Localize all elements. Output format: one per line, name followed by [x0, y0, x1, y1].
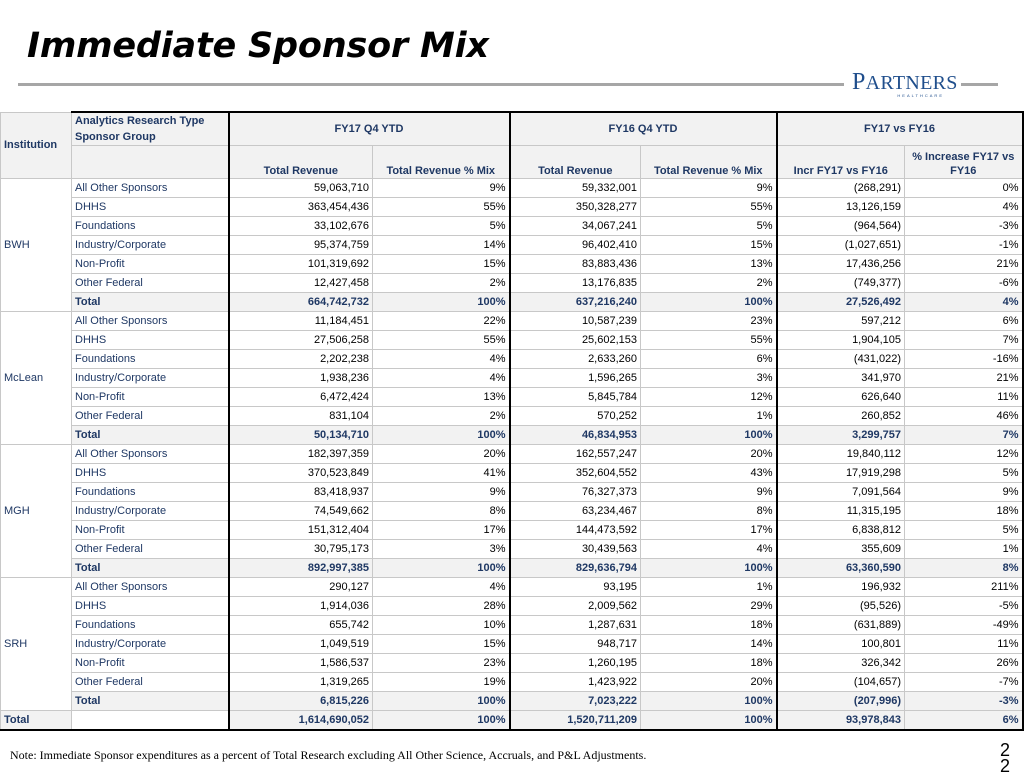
fy17-total-revenue: 1,586,537 — [229, 654, 373, 673]
fy17-revenue-mix: 23% — [373, 654, 510, 673]
header-institution: Institution — [1, 112, 72, 179]
table-row — [1, 654, 1023, 673]
pct-increase: -6% — [905, 274, 1023, 293]
fy16-revenue-mix: 1% — [641, 578, 777, 597]
pct-increase: 1% — [905, 540, 1023, 559]
pct-increase: 11% — [905, 388, 1023, 407]
fy17-total-revenue: 83,418,937 — [229, 483, 373, 502]
fy16-revenue-mix: 23% — [641, 312, 777, 331]
table-row — [1, 179, 1023, 198]
sponsor-group-label: Total — [72, 293, 229, 312]
incr-fy17-vs-fy16: (1,027,651) — [777, 236, 905, 255]
grand-total-fy17-revenue: 1,614,690,052 — [229, 711, 373, 731]
pct-increase: 9% — [905, 483, 1023, 502]
table-row — [1, 483, 1023, 502]
fy16-revenue-mix: 20% — [641, 673, 777, 692]
fy16-total-revenue: 76,327,373 — [510, 483, 641, 502]
title-rule — [18, 83, 844, 86]
table-row — [1, 236, 1023, 255]
header-fy16: FY16 Q4 YTD — [510, 112, 777, 146]
incr-fy17-vs-fy16: (964,564) — [777, 217, 905, 236]
table-row — [1, 350, 1023, 369]
table-row — [1, 369, 1023, 388]
fy16-total-revenue: 5,845,784 — [510, 388, 641, 407]
fy17-total-revenue: 182,397,359 — [229, 445, 373, 464]
grand-total-label: Total — [1, 711, 72, 731]
sponsor-group-label: Other Federal — [72, 407, 229, 426]
incr-fy17-vs-fy16: 13,126,159 — [777, 198, 905, 217]
fy16-total-revenue: 352,604,552 — [510, 464, 641, 483]
fy16-revenue-mix: 9% — [641, 179, 777, 198]
table-row — [1, 255, 1023, 274]
fy17-total-revenue: 363,454,436 — [229, 198, 373, 217]
incr-fy17-vs-fy16: 1,904,105 — [777, 331, 905, 350]
fy16-revenue-mix: 20% — [641, 445, 777, 464]
table-row — [1, 616, 1023, 635]
pct-increase: -1% — [905, 236, 1023, 255]
table-row — [1, 198, 1023, 217]
pct-increase: 0% — [905, 179, 1023, 198]
grand-total-blank — [72, 711, 229, 731]
pct-increase: 5% — [905, 521, 1023, 540]
fy17-total-revenue: 664,742,732 — [229, 293, 373, 312]
table-row — [1, 597, 1023, 616]
incr-fy17-vs-fy16: 3,299,757 — [777, 426, 905, 445]
header-sponsor-type: Analytics Research Type Sponsor Group — [72, 112, 229, 146]
fy17-revenue-mix: 100% — [373, 293, 510, 312]
fy16-revenue-mix: 14% — [641, 635, 777, 654]
grand-total-pct: 6% — [905, 711, 1023, 731]
page-title: Immediate Sponsor Mix — [27, 26, 489, 66]
pct-increase: 5% — [905, 464, 1023, 483]
fy17-total-revenue: 1,938,236 — [229, 369, 373, 388]
fy16-total-revenue: 162,557,247 — [510, 445, 641, 464]
fy17-revenue-mix: 2% — [373, 274, 510, 293]
fy17-revenue-mix: 2% — [373, 407, 510, 426]
fy17-revenue-mix: 14% — [373, 236, 510, 255]
fy16-total-revenue: 2,009,562 — [510, 597, 641, 616]
incr-fy17-vs-fy16: 597,212 — [777, 312, 905, 331]
fy16-revenue-mix: 15% — [641, 236, 777, 255]
sponsor-group-label: DHHS — [72, 597, 229, 616]
pct-increase: -3% — [905, 217, 1023, 236]
fy16-revenue-mix: 55% — [641, 331, 777, 350]
fy16-total-revenue: 25,602,153 — [510, 331, 641, 350]
table-row — [1, 445, 1023, 464]
title-rule-right — [961, 83, 998, 86]
header-incr: Incr FY17 vs FY16 — [777, 146, 905, 179]
incr-fy17-vs-fy16: 626,640 — [777, 388, 905, 407]
group-total-row — [1, 559, 1023, 578]
fy17-revenue-mix: 100% — [373, 692, 510, 711]
fy16-revenue-mix: 29% — [641, 597, 777, 616]
sponsor-group-label: Industry/Corporate — [72, 236, 229, 255]
pct-increase: 211% — [905, 578, 1023, 597]
fy16-total-revenue: 96,402,410 — [510, 236, 641, 255]
fy16-revenue-mix: 100% — [641, 692, 777, 711]
sponsor-group-label: Foundations — [72, 483, 229, 502]
sponsor-group-label: Industry/Corporate — [72, 369, 229, 388]
fy17-total-revenue: 1,319,265 — [229, 673, 373, 692]
fy17-total-revenue: 50,134,710 — [229, 426, 373, 445]
pct-increase: 4% — [905, 198, 1023, 217]
fy16-total-revenue: 144,473,592 — [510, 521, 641, 540]
sponsor-group-label: Foundations — [72, 616, 229, 635]
sponsor-group-label: Non-Profit — [72, 654, 229, 673]
sponsor-group-label: Other Federal — [72, 540, 229, 559]
fy17-revenue-mix: 22% — [373, 312, 510, 331]
fy17-revenue-mix: 4% — [373, 350, 510, 369]
fy16-revenue-mix: 4% — [641, 540, 777, 559]
fy17-total-revenue: 655,742 — [229, 616, 373, 635]
fy17-total-revenue: 831,104 — [229, 407, 373, 426]
sponsor-group-label: Foundations — [72, 350, 229, 369]
sponsor-group-label: DHHS — [72, 331, 229, 350]
sponsor-group-label: Total — [72, 426, 229, 445]
pct-increase: -5% — [905, 597, 1023, 616]
fy16-total-revenue: 1,423,922 — [510, 673, 641, 692]
table-row — [1, 331, 1023, 350]
pct-increase: 6% — [905, 312, 1023, 331]
fy16-total-revenue: 829,636,794 — [510, 559, 641, 578]
pct-increase: 7% — [905, 426, 1023, 445]
incr-fy17-vs-fy16: (95,526) — [777, 597, 905, 616]
header-pct-increase: % Increase FY17 vs FY16 — [905, 146, 1023, 179]
pct-increase: 11% — [905, 635, 1023, 654]
fy16-total-revenue: 30,439,563 — [510, 540, 641, 559]
fy17-revenue-mix: 4% — [373, 578, 510, 597]
pct-increase: 26% — [905, 654, 1023, 673]
fy16-revenue-mix: 5% — [641, 217, 777, 236]
fy17-revenue-mix: 20% — [373, 445, 510, 464]
grand-total-fy16-revenue: 1,520,711,209 — [510, 711, 641, 731]
incr-fy17-vs-fy16: 341,970 — [777, 369, 905, 388]
fy16-revenue-mix: 43% — [641, 464, 777, 483]
incr-fy17-vs-fy16: 6,838,812 — [777, 521, 905, 540]
fy16-total-revenue: 637,216,240 — [510, 293, 641, 312]
table-row — [1, 312, 1023, 331]
table-row — [1, 635, 1023, 654]
logo-subtitle: HEALTHCARE — [897, 93, 944, 98]
incr-fy17-vs-fy16: (104,657) — [777, 673, 905, 692]
fy17-total-revenue: 27,506,258 — [229, 331, 373, 350]
pct-increase: 7% — [905, 331, 1023, 350]
fy16-total-revenue: 83,883,436 — [510, 255, 641, 274]
fy16-revenue-mix: 13% — [641, 255, 777, 274]
header-type-blank — [72, 146, 229, 179]
table-row — [1, 673, 1023, 692]
pct-increase: 21% — [905, 369, 1023, 388]
table-row — [1, 388, 1023, 407]
fy16-revenue-mix: 1% — [641, 407, 777, 426]
partners-logo — [852, 69, 958, 100]
fy17-revenue-mix: 13% — [373, 388, 510, 407]
table-row — [1, 540, 1023, 559]
sponsor-group-label: Foundations — [72, 217, 229, 236]
incr-fy17-vs-fy16: (749,377) — [777, 274, 905, 293]
sponsor-group-label: Other Federal — [72, 673, 229, 692]
fy17-revenue-mix: 41% — [373, 464, 510, 483]
fy16-total-revenue: 63,234,467 — [510, 502, 641, 521]
grand-total-fy16-mix: 100% — [641, 711, 777, 731]
group-total-row — [1, 692, 1023, 711]
sponsor-group-label: All Other Sponsors — [72, 445, 229, 464]
fy16-total-revenue: 1,260,195 — [510, 654, 641, 673]
sponsor-group-label: Total — [72, 559, 229, 578]
fy17-revenue-mix: 28% — [373, 597, 510, 616]
fy16-total-revenue: 46,834,953 — [510, 426, 641, 445]
incr-fy17-vs-fy16: 11,315,195 — [777, 502, 905, 521]
fy17-total-revenue: 95,374,759 — [229, 236, 373, 255]
sponsor-mix-table — [0, 111, 1024, 731]
incr-fy17-vs-fy16: 260,852 — [777, 407, 905, 426]
incr-fy17-vs-fy16: 100,801 — [777, 635, 905, 654]
header-fy17-mix: Total Revenue % Mix — [373, 146, 510, 179]
incr-fy17-vs-fy16: 196,932 — [777, 578, 905, 597]
sponsor-group-label: Non-Profit — [72, 255, 229, 274]
institution-cell: SRH — [1, 578, 72, 711]
header-fy17-vs-fy16: FY17 vs FY16 — [777, 112, 1023, 146]
fy16-revenue-mix: 17% — [641, 521, 777, 540]
fy17-total-revenue: 1,914,036 — [229, 597, 373, 616]
pct-increase: 21% — [905, 255, 1023, 274]
group-total-row — [1, 426, 1023, 445]
fy17-total-revenue: 30,795,173 — [229, 540, 373, 559]
fy16-revenue-mix: 55% — [641, 198, 777, 217]
table-row — [1, 464, 1023, 483]
group-total-row — [1, 293, 1023, 312]
pct-increase: -3% — [905, 692, 1023, 711]
incr-fy17-vs-fy16: 326,342 — [777, 654, 905, 673]
fy16-revenue-mix: 100% — [641, 426, 777, 445]
fy17-revenue-mix: 9% — [373, 483, 510, 502]
fy17-revenue-mix: 19% — [373, 673, 510, 692]
sponsor-group-label: All Other Sponsors — [72, 578, 229, 597]
fy16-total-revenue: 1,596,265 — [510, 369, 641, 388]
header-fy17: FY17 Q4 YTD — [229, 112, 510, 146]
incr-fy17-vs-fy16: (431,022) — [777, 350, 905, 369]
fy16-revenue-mix: 100% — [641, 559, 777, 578]
grand-total-fy17-mix: 100% — [373, 711, 510, 731]
fy16-total-revenue: 10,587,239 — [510, 312, 641, 331]
fy16-total-revenue: 948,717 — [510, 635, 641, 654]
fy17-revenue-mix: 15% — [373, 635, 510, 654]
incr-fy17-vs-fy16: (268,291) — [777, 179, 905, 198]
fy17-total-revenue: 1,049,519 — [229, 635, 373, 654]
header-fy16-total-revenue: Total Revenue — [510, 146, 641, 179]
fy16-revenue-mix: 9% — [641, 483, 777, 502]
fy16-total-revenue: 59,332,001 — [510, 179, 641, 198]
fy17-revenue-mix: 55% — [373, 331, 510, 350]
pct-increase: 18% — [905, 502, 1023, 521]
incr-fy17-vs-fy16: 7,091,564 — [777, 483, 905, 502]
fy17-total-revenue: 101,319,692 — [229, 255, 373, 274]
sponsor-group-label: Industry/Corporate — [72, 502, 229, 521]
fy17-total-revenue: 11,184,451 — [229, 312, 373, 331]
sponsor-group-label: All Other Sponsors — [72, 312, 229, 331]
fy16-total-revenue: 1,287,631 — [510, 616, 641, 635]
fy16-revenue-mix: 12% — [641, 388, 777, 407]
fy17-revenue-mix: 4% — [373, 369, 510, 388]
incr-fy17-vs-fy16: 27,526,492 — [777, 293, 905, 312]
pct-increase: 4% — [905, 293, 1023, 312]
page-number: 2 2 — [1000, 740, 1011, 776]
footnote: Note: Immediate Sponsor expenditures as a percent of Total Research excluding All Other Science, Accruals, and P&L Adjustments. — [10, 748, 647, 762]
grand-total-row — [1, 711, 1023, 731]
fy17-revenue-mix: 55% — [373, 198, 510, 217]
fy16-total-revenue: 2,633,260 — [510, 350, 641, 369]
fy16-revenue-mix: 2% — [641, 274, 777, 293]
incr-fy17-vs-fy16: 17,436,256 — [777, 255, 905, 274]
institution-cell: McLean — [1, 312, 72, 445]
institution-cell: BWH — [1, 179, 72, 312]
fy17-total-revenue: 6,472,424 — [229, 388, 373, 407]
sponsor-group-label: DHHS — [72, 198, 229, 217]
fy17-total-revenue: 33,102,676 — [229, 217, 373, 236]
pct-increase: -49% — [905, 616, 1023, 635]
fy17-total-revenue: 59,063,710 — [229, 179, 373, 198]
fy17-revenue-mix: 3% — [373, 540, 510, 559]
sponsor-group-label: Non-Profit — [72, 388, 229, 407]
fy17-total-revenue: 290,127 — [229, 578, 373, 597]
fy17-total-revenue: 151,312,404 — [229, 521, 373, 540]
fy17-total-revenue: 12,427,458 — [229, 274, 373, 293]
sponsor-group-label: All Other Sponsors — [72, 179, 229, 198]
table-row — [1, 274, 1023, 293]
fy16-revenue-mix: 6% — [641, 350, 777, 369]
fy16-total-revenue: 570,252 — [510, 407, 641, 426]
sponsor-group-label: Other Federal — [72, 274, 229, 293]
fy17-revenue-mix: 100% — [373, 426, 510, 445]
fy16-revenue-mix: 3% — [641, 369, 777, 388]
incr-fy17-vs-fy16: 17,919,298 — [777, 464, 905, 483]
fy17-revenue-mix: 8% — [373, 502, 510, 521]
fy16-total-revenue: 7,023,222 — [510, 692, 641, 711]
sponsor-group-label: Industry/Corporate — [72, 635, 229, 654]
table-row — [1, 217, 1023, 236]
fy16-revenue-mix: 18% — [641, 616, 777, 635]
fy16-revenue-mix: 100% — [641, 293, 777, 312]
table-row — [1, 502, 1023, 521]
table-row — [1, 407, 1023, 426]
fy16-revenue-mix: 8% — [641, 502, 777, 521]
pct-increase: 46% — [905, 407, 1023, 426]
fy16-revenue-mix: 18% — [641, 654, 777, 673]
fy17-total-revenue: 2,202,238 — [229, 350, 373, 369]
table-row — [1, 521, 1023, 540]
logo-wordmark: PARTNERS — [852, 69, 958, 95]
institution-cell: MGH — [1, 445, 72, 578]
sponsor-group-label: Non-Profit — [72, 521, 229, 540]
fy17-revenue-mix: 17% — [373, 521, 510, 540]
incr-fy17-vs-fy16: (631,889) — [777, 616, 905, 635]
grand-total-incr: 93,978,843 — [777, 711, 905, 731]
sponsor-group-label: DHHS — [72, 464, 229, 483]
table-row — [1, 578, 1023, 597]
fy17-revenue-mix: 15% — [373, 255, 510, 274]
fy16-total-revenue: 13,176,835 — [510, 274, 641, 293]
incr-fy17-vs-fy16: (207,996) — [777, 692, 905, 711]
header-fy17-total-revenue: Total Revenue — [229, 146, 373, 179]
fy17-total-revenue: 6,815,226 — [229, 692, 373, 711]
fy17-total-revenue: 892,997,385 — [229, 559, 373, 578]
fy17-revenue-mix: 9% — [373, 179, 510, 198]
fy16-total-revenue: 350,328,277 — [510, 198, 641, 217]
fy17-total-revenue: 74,549,662 — [229, 502, 373, 521]
fy16-total-revenue: 93,195 — [510, 578, 641, 597]
fy16-total-revenue: 34,067,241 — [510, 217, 641, 236]
sponsor-group-label: Total — [72, 692, 229, 711]
fy17-revenue-mix: 100% — [373, 559, 510, 578]
fy17-revenue-mix: 5% — [373, 217, 510, 236]
pct-increase: -16% — [905, 350, 1023, 369]
header-fy16-mix: Total Revenue % Mix — [641, 146, 777, 179]
incr-fy17-vs-fy16: 63,360,590 — [777, 559, 905, 578]
incr-fy17-vs-fy16: 19,840,112 — [777, 445, 905, 464]
pct-increase: 8% — [905, 559, 1023, 578]
fy17-total-revenue: 370,523,849 — [229, 464, 373, 483]
fy17-revenue-mix: 10% — [373, 616, 510, 635]
pct-increase: -7% — [905, 673, 1023, 692]
pct-increase: 12% — [905, 445, 1023, 464]
incr-fy17-vs-fy16: 355,609 — [777, 540, 905, 559]
